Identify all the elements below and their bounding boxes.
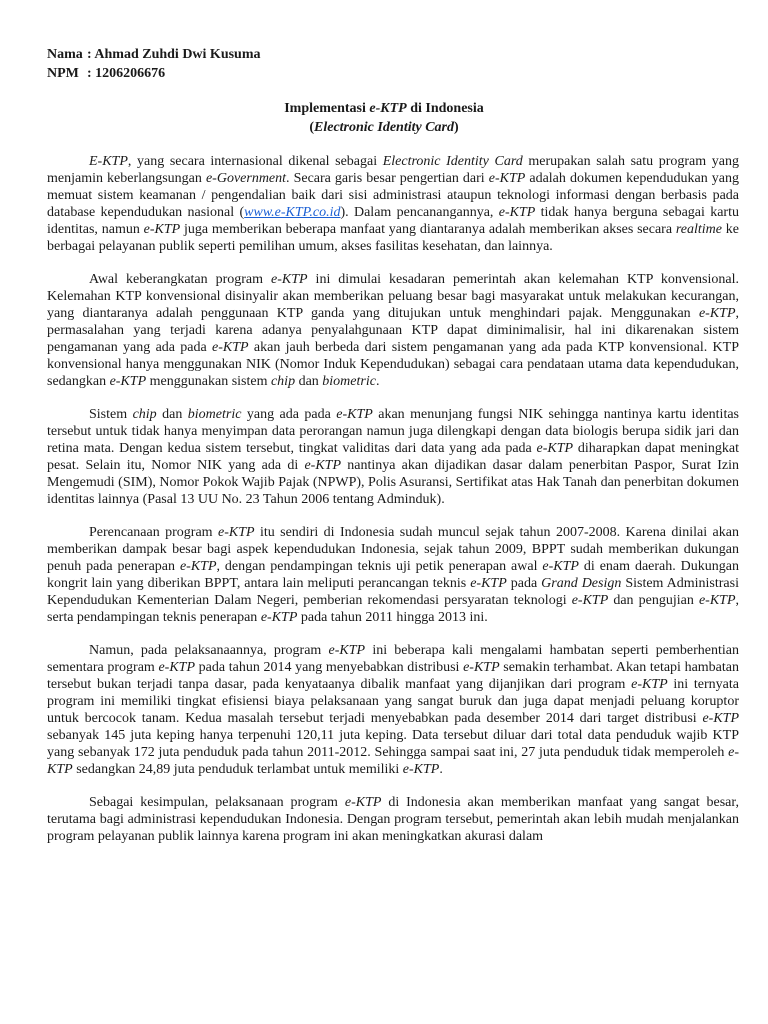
body-paragraph bbox=[47, 406, 739, 508]
italic-term: e-KTP bbox=[571, 593, 609, 608]
text-run: Awal keberangkatan program bbox=[89, 272, 272, 287]
italic-term: e-KTP bbox=[698, 593, 736, 608]
italic-term: biometric bbox=[187, 407, 242, 422]
text-run: . bbox=[375, 374, 380, 389]
body-paragraph bbox=[47, 642, 739, 778]
text-run: itu sendiri di Indonesia sudah muncul sejak tahun 2007-2008. Karena dinilai akan memberikan dampak besar bagi aspek kependudukan Indonesia, sejak tahun 2009, BPPT sudah memberikan dukungan penuh pada penerapan bbox=[47, 525, 739, 574]
italic-term: chip bbox=[270, 374, 296, 389]
body-paragraph bbox=[47, 153, 739, 255]
italic-term: e-KTP bbox=[402, 762, 440, 777]
text-run: akan menunjang fungsi NIK sehingga nantinya kartu identitas tersebut untuk tidak hanya menyimpan data perorangan namun juga dilengkapi dengan data biologis berupa sidik jari dan retina mata. Dengan kedua sistem tersebut, tingkat validitas dari data yang ada pada bbox=[47, 407, 739, 456]
text-run: yang ada pada bbox=[241, 407, 337, 422]
text-run: semakin terhambat. Akan tetapi hambatan tersebut bukan terjadi tanpa dasar, pada kenyataanya dibalik manfaat yang dijanjikan dari program bbox=[47, 660, 739, 692]
italic-term: e-KTP bbox=[217, 525, 255, 540]
document-title bbox=[0, 99, 768, 118]
subtitle-part: ( bbox=[309, 120, 314, 135]
subtitle-part-italic: Electronic Identity Card bbox=[314, 120, 454, 135]
title-part: Implementasi bbox=[284, 101, 370, 116]
italic-term: e-KTP bbox=[631, 677, 668, 692]
italic-term: e-KTP bbox=[488, 171, 526, 186]
italic-term: e-Government bbox=[205, 171, 287, 186]
italic-term: e-KTP bbox=[260, 610, 298, 625]
italic-term: chip bbox=[132, 407, 157, 422]
name-row bbox=[47, 45, 261, 64]
title-part: di Indonesia bbox=[406, 101, 484, 116]
italic-term: e-KTP bbox=[109, 374, 147, 389]
text-run: Sistem bbox=[89, 407, 133, 422]
italic-term: e-KTP bbox=[470, 576, 507, 591]
italic-term: e-KTP bbox=[143, 222, 181, 237]
npm-row bbox=[47, 64, 261, 83]
text-run: di Indonesia akan memberikan manfaat yang sangat besar, terutama bagi administrasi kependudukan Indonesia. Dengan program tersebut, pemerintah akan lebih mudah menjalankan program pelayanan publik lainnya karena program ini akan meningkatkan akurasi dalam bbox=[47, 795, 739, 844]
text-run: adalah dokumen kependudukan yang memuat sistem keamanan / pengendalian baik dari sisi administrasi ataupun teknologi informasi dengan berbasis pada database kependudukan nasional ( bbox=[47, 171, 740, 220]
italic-term: e-KTP bbox=[47, 745, 739, 777]
italic-term: e-KTP bbox=[336, 407, 373, 422]
text-run: Sistem Administrasi Kependudukan Kementerian Dalam Negeri, pemberian rekomendasi persyaratan teknologi bbox=[47, 576, 739, 608]
text-run: ini dimulai kesadaran pemerintah akan kelemahan KTP konvensional. Kelemahan KTP konvensional disinyalir akan memberikan peluang besar bagi masyarakat untuk melakukan kecurangan, yang diantaranya adalah penggunaan KTP ganda yang ditujukan untuk menghindari pajak. Menggunakan bbox=[47, 272, 739, 321]
text-run: nantinya akan dijadikan dasar dalam penerbitan Paspor, Surat Izin Mengemudi (SIM), Nomor Pokok Wajib Pajak (NPWP), Polis Asuransi, Sertifikat atas Hak Tanah dan penerbitan dokumen identitas lainnya (Pasal 13 UU No. 23 Tahun 2006 tentang Adminduk). bbox=[47, 458, 739, 507]
text-run: sedangkan 24,89 juta penduduk terlambat untuk memiliki bbox=[72, 762, 403, 777]
website-link[interactable]: www.e-KTP.co.id bbox=[244, 205, 341, 220]
italic-term: e-KTP bbox=[212, 340, 249, 355]
text-run: menggunakan sistem bbox=[146, 374, 271, 389]
text-run: juga memberikan beberapa manfaat yang diantaranya adalah memberikan akses secara bbox=[180, 222, 676, 237]
npm-label: NPM bbox=[47, 66, 79, 81]
italic-term: e-KTP bbox=[542, 559, 579, 574]
text-run: di enam daerah. Dukungan kongrit lain yang diberikan BPPT, antara lain meliputi perancangan teknis bbox=[47, 559, 739, 591]
italic-term: Electronic Identity Card bbox=[382, 154, 523, 169]
title-part-italic: e-KTP bbox=[369, 101, 407, 116]
document-body bbox=[47, 153, 739, 861]
italic-term: e-KTP bbox=[328, 643, 366, 658]
italic-term: realtime bbox=[675, 222, 722, 237]
name-value: : Ahmad Zuhdi Dwi Kusuma bbox=[87, 47, 261, 62]
italic-term: e-KTP bbox=[698, 306, 736, 321]
text-run: sebanyak 145 juta keping hanya terpenuhi 120,11 juta keping. Data tersebut diluar dari total data penduduk wajib KTP yang sebanyak 172 juta penduduk pada tahun 2011-2012. Sehingga sampai saat ini, 27 juta penduduk tidak memperoleh bbox=[47, 728, 739, 760]
text-run: , dengan pendampingan teknis uji petik penerapan awal bbox=[216, 559, 543, 574]
italic-term: biometric bbox=[322, 374, 376, 389]
text-run: tidak hanya berguna sebagai kartu identitas, namun bbox=[47, 205, 739, 237]
body-paragraph bbox=[47, 524, 739, 626]
italic-term: e-KTP bbox=[179, 559, 217, 574]
text-run: Perencanaan program bbox=[89, 525, 218, 540]
italic-term: Grand Design bbox=[541, 576, 622, 591]
text-run: dan bbox=[295, 374, 323, 389]
italic-term: e-KTP bbox=[344, 795, 382, 810]
italic-term: e-KTP bbox=[271, 272, 308, 287]
text-run: dan bbox=[156, 407, 188, 422]
text-run: akan jauh berbeda dari sistem pengamanan yang ada pada KTP konvensional. KTP konvensional hanya menggunakan NIK (Nomor Induk Kependudukan) sebagai cara pendataan utama data kependudukan, sedangkan bbox=[47, 340, 739, 389]
italic-term: E-KTP bbox=[89, 154, 128, 169]
text-run: pada tahun 2011 hingga 2013 ini. bbox=[297, 610, 488, 625]
italic-term: e-KTP bbox=[498, 205, 536, 220]
name-label: Nama bbox=[47, 47, 83, 62]
document-subtitle bbox=[0, 118, 768, 137]
author-info bbox=[47, 45, 261, 83]
text-run: dan pengujian bbox=[608, 593, 699, 608]
text-run: , permasalahan yang terjadi karena adanya penyalahgunaan KTP dapat diminimalisir, hal ini dikarenakan sistem pengamanan yang ada pada bbox=[47, 306, 739, 355]
text-run: . Secara garis besar pengertian dari bbox=[286, 171, 489, 186]
body-paragraph bbox=[47, 794, 739, 845]
text-run: pada tahun 2014 yang menyebabkan distribusi bbox=[195, 660, 464, 675]
italic-term: e-KTP bbox=[304, 458, 342, 473]
npm-value: : 1206206676 bbox=[87, 66, 166, 81]
text-run: Namun, pada pelaksanaannya, program bbox=[89, 643, 329, 658]
text-run: , serta pendampingan teknis penerapan bbox=[47, 593, 739, 625]
subtitle-part: ) bbox=[454, 120, 459, 135]
italic-term: e-KTP bbox=[158, 660, 196, 675]
text-run: ke berbagai pelayanan publik seperti pemilihan umum, akses fasilitas kesehatan, dan lainnya. bbox=[47, 222, 740, 254]
text-run: merupakan salah satu program yang menjamin keberlangsungan bbox=[47, 154, 739, 186]
text-run: ). Dalam pencanangannya, bbox=[340, 205, 499, 220]
italic-term: e-KTP bbox=[536, 441, 574, 456]
body-paragraph bbox=[47, 271, 739, 390]
text-run: ini beberapa kali mengalami hambatan seperti pemberhentian sementara program bbox=[47, 643, 739, 675]
text-run: pada bbox=[506, 576, 542, 591]
italic-term: e-KTP bbox=[702, 711, 739, 726]
text-run: ini ternyata program ini memiliki tingkat efisiensi biaya pelaksanaan yang sangat buruk dan juga dapat menjadi peluang koruptor untuk bercocok tanam. Kedua masalah tersebut terjadi menyebabkan pada desember 2014 dari target distribusi bbox=[47, 677, 739, 726]
text-run: . bbox=[439, 762, 443, 777]
text-run: Sebagai kesimpulan, pelaksanaan program bbox=[89, 795, 345, 810]
italic-term: e-KTP bbox=[463, 660, 500, 675]
text-run: , yang secara internasional dikenal sebagai bbox=[127, 154, 383, 169]
text-run: diharapkan dapat meningkat pesat. Selain itu, Nomor NIK yang ada di bbox=[47, 441, 740, 473]
